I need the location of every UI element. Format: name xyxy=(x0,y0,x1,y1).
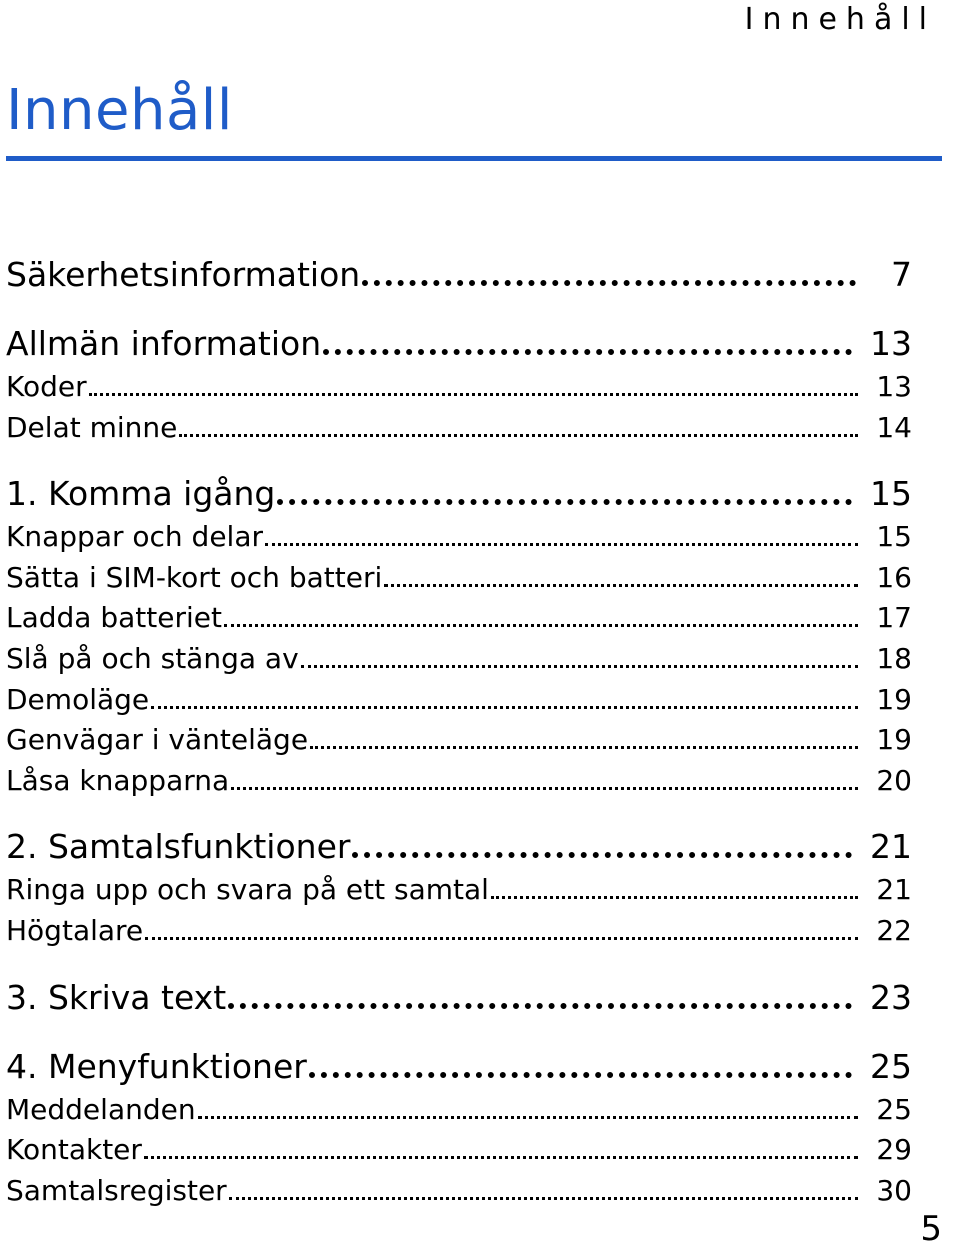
toc-entry-title: Låsa knapparna xyxy=(6,763,230,797)
toc-entry[interactable] xyxy=(6,1088,912,1129)
dot-leader xyxy=(301,661,858,668)
toc-entry-page: 25 xyxy=(876,1092,912,1126)
dot-leader xyxy=(151,702,858,709)
dot-leader xyxy=(144,1152,858,1159)
toc-entry-title: Ladda batteriet xyxy=(6,601,222,635)
toc-section xyxy=(6,820,912,949)
toc-entry[interactable] xyxy=(6,1128,912,1169)
dot-leader xyxy=(265,539,858,546)
toc-entry-page: 13 xyxy=(876,370,912,403)
page-title: Innehåll xyxy=(6,78,233,143)
toc-section-title: 1. Komma igång xyxy=(6,474,276,514)
toc-entry-title: Demoläge xyxy=(6,682,150,716)
toc-entry-title: Delat minne xyxy=(6,410,178,444)
dot-leader xyxy=(231,783,858,790)
toc-section-page: 15 xyxy=(870,474,912,514)
dot-leader xyxy=(362,276,856,286)
dot-leader xyxy=(145,933,858,940)
toc-entry-page: 17 xyxy=(876,601,912,635)
toc-entry-page: 21 xyxy=(876,873,912,907)
toc-entry[interactable] xyxy=(6,515,912,556)
toc-section-page: 23 xyxy=(870,977,912,1017)
toc-entry[interactable] xyxy=(6,868,912,909)
toc-section-page: 21 xyxy=(870,827,912,867)
toc-entry[interactable] xyxy=(6,1169,912,1210)
dot-leader xyxy=(198,1112,858,1119)
toc-entry-title: Koder xyxy=(6,370,87,403)
toc-entry[interactable] xyxy=(6,678,912,719)
running-header: Innehåll xyxy=(744,2,936,37)
toc-entry-page: 30 xyxy=(876,1173,912,1207)
toc-entry-page: 20 xyxy=(876,763,912,797)
toc-entry[interactable] xyxy=(6,365,912,406)
toc-entry-title: Samtalsregister xyxy=(6,1173,227,1207)
dot-leader xyxy=(323,345,852,355)
toc-section xyxy=(6,467,912,799)
toc-entry-title: Genvägar i vänteläge xyxy=(6,723,309,757)
toc-section-page: 13 xyxy=(870,324,912,363)
toc-section-page: 7 xyxy=(891,255,912,294)
dot-leader xyxy=(384,580,858,587)
toc-section-heading[interactable] xyxy=(6,1040,912,1088)
dot-leader xyxy=(89,389,858,396)
toc-section-title: 3. Skriva text xyxy=(6,977,227,1017)
toc-section-title: 4. Menyfunktioner xyxy=(6,1046,307,1086)
toc-entry[interactable] xyxy=(6,718,912,759)
toc-entry-page: 18 xyxy=(876,641,912,675)
toc-section-heading[interactable] xyxy=(6,820,912,868)
toc-entry-title: Sätta i SIM-kort och batteri xyxy=(6,560,383,594)
toc-entry-page: 19 xyxy=(876,723,912,757)
toc-entry-title: Meddelanden xyxy=(6,1092,196,1126)
toc-section-page: 25 xyxy=(870,1046,912,1086)
toc-section-title: 2. Samtalsfunktioner xyxy=(6,827,351,867)
dot-leader xyxy=(179,430,858,437)
toc-section xyxy=(6,248,912,296)
toc-entry[interactable] xyxy=(6,759,912,800)
dot-leader xyxy=(228,999,852,1009)
toc-entry-title: Ringa upp och svara på ett samtal xyxy=(6,873,489,907)
table-of-contents xyxy=(6,248,912,1230)
toc-section-heading[interactable] xyxy=(6,467,912,515)
dot-leader xyxy=(310,742,858,749)
toc-entry[interactable] xyxy=(6,406,912,447)
dot-leader xyxy=(309,1068,852,1078)
toc-entry-title: Högtalare xyxy=(6,913,144,947)
dot-leader xyxy=(352,848,852,858)
toc-section-title: Säkerhetsinformation xyxy=(6,255,361,294)
toc-entry[interactable] xyxy=(6,637,912,678)
toc-entry[interactable] xyxy=(6,909,912,950)
toc-section xyxy=(6,1040,912,1210)
dot-leader xyxy=(229,1193,858,1200)
dot-leader xyxy=(491,892,858,899)
toc-section-title: Allmän information xyxy=(6,324,322,363)
toc-section-heading[interactable] xyxy=(6,248,912,296)
toc-entry-page: 14 xyxy=(876,410,912,444)
toc-section-heading[interactable] xyxy=(6,971,912,1019)
toc-entry-title: Knappar och delar xyxy=(6,520,264,554)
toc-entry-title: Kontakter xyxy=(6,1133,142,1167)
toc-entry-page: 15 xyxy=(876,520,912,554)
dot-leader xyxy=(277,495,852,505)
page-number: 5 xyxy=(920,1209,942,1249)
toc-entry-page: 16 xyxy=(876,560,912,594)
toc-entry-page: 22 xyxy=(876,913,912,947)
toc-entry-title: Slå på och stänga av xyxy=(6,641,299,675)
toc-entry-page: 29 xyxy=(876,1133,912,1167)
title-underline xyxy=(6,156,942,161)
toc-entry[interactable] xyxy=(6,596,912,637)
toc-section xyxy=(6,317,912,446)
toc-entry[interactable] xyxy=(6,556,912,597)
dot-leader xyxy=(224,620,858,627)
toc-section-heading[interactable] xyxy=(6,317,912,365)
toc-section xyxy=(6,971,912,1019)
toc-entry-page: 19 xyxy=(876,682,912,716)
